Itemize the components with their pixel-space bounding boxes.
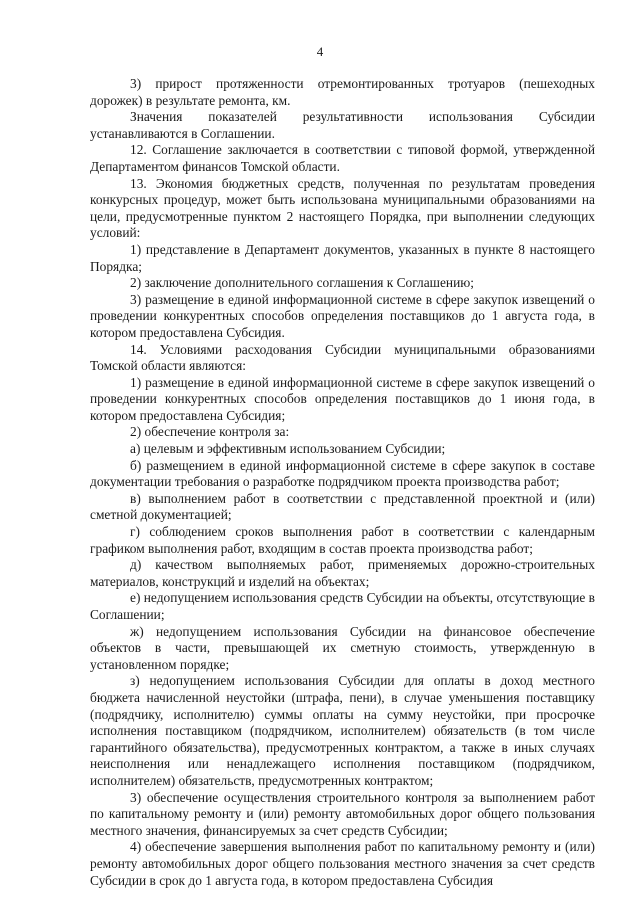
paragraph-clause-13-item-1: 1) представление в Департамент документов, указанных в пункте 8 настоящего Порядка; [90, 241, 595, 274]
paragraph-subitem-a: а) целевым и эффективным использованием Субсидии; [130, 441, 446, 457]
paragraph-item-3-sidewalks: 3) прирост протяженности отремонтированных тротуаров (пешеходных дорожек) в результате ремонта, км. [90, 76, 595, 108]
paragraph-clause-14-item-4: 4) обеспечение завершения выполнения работ по капитальному ремонту и (или) ремонту автомобильных дорог общего пользования местного значения за счет средств Субсидии в срок до 1 августа года, в котором предоставлена Субсидия [90, 839, 595, 888]
paragraph-clause-14: 14. Условиями расходования Субсидии муниципальными образованиями Томской области являются: [90, 341, 595, 374]
paragraph-indicator-values: Значения показателей результативности использования Субсидии устанавливаются в Соглашении. [90, 109, 595, 141]
paragraph-clause-12: 12. Соглашение заключается в соответствии с типовой формой, утвержденной Департаментом финансов Томской области. [90, 142, 595, 174]
paragraph-clause-13-item-2: 2) заключение дополнительного соглашения к Соглашению; [130, 275, 474, 291]
paragraph-subitem-g: г) соблюдением сроков выполнения работ в соответствии с календарным графиком выполнения работ, входящим в состав проекта производства работ; [90, 524, 595, 556]
paragraph-subitem-d: д) качеством выполняемых работ, применяемых дорожно-строительных материалов, конструкций и изделий на объектах; [90, 557, 595, 589]
paragraph-subitem-e: е) недопущением использования средств Субсидии на объекты, отсутствующие в Соглашении; [90, 590, 595, 622]
paragraph-subitem-v: в) выполнением работ в соответствии с представленной проектной и (или) сметной документацией; [90, 490, 595, 523]
paragraph-clause-13-item-3: 3) размещение в единой информационной системе в сфере закупок извещений о проведении конкурентных способов определения поставщиков до 1 августа года, в котором предоставлена Субсидия. [90, 291, 595, 340]
page-number: 4 [316, 44, 324, 59]
document-body [90, 76, 595, 889]
paragraph-clause-14-item-2: 2) обеспечение контроля за: [130, 424, 290, 440]
paragraph-clause-13: 13. Экономия бюджетных средств, полученная по результатам проведения конкурсных процедур, может быть использована муниципальными образованиями на цели, предусмотренные пунктом 2 настоящего Порядка, при выполнении следующих условий: [90, 175, 595, 241]
paragraph-subitem-zh: ж) недопущением использования Субсидии на финансовое обеспечение объектов в части, превышающей их сметную стоимость, утвержденную в установленном порядке; [90, 623, 595, 672]
paragraph-subitem-b: б) размещением в единой информационной системе в сфере закупок в составе документации требования о разработке подрядчиком проекта производства работ; [90, 457, 595, 490]
paragraph-clause-14-item-3: 3) обеспечение осуществления строительного контроля за выполнением работ по капитальному ремонту и (или) ремонту автомобильных дорог общего пользования местного значения, финансируемых за счет средств Субсидии; [90, 789, 595, 838]
paragraph-clause-14-item-1: 1) размещение в единой информационной системе в сфере закупок извещений о проведении конкурентных способов определения поставщиков до 1 июня года, в котором предоставлена Субсидия; [90, 374, 595, 423]
paragraph-subitem-z: з) недопущением использования Субсидии для оплаты в доход местного бюджета начисленной неустойки (штрафа, пени), в случае уменьшения поставщику (подрядчику, исполнителю) суммы оплаты на сумму неустойки, при просрочке исполнения поставщиком (подрядчиком, исполнителем) обязательств (в том числе гарантийного обязательства), предусмотренных контрактом, а также в иных случаях неисполнения или ненадлежащего исполнения поставщиком (подрядчиком, исполнителем) обязательств, предусмотренных контрактом; [90, 673, 595, 788]
